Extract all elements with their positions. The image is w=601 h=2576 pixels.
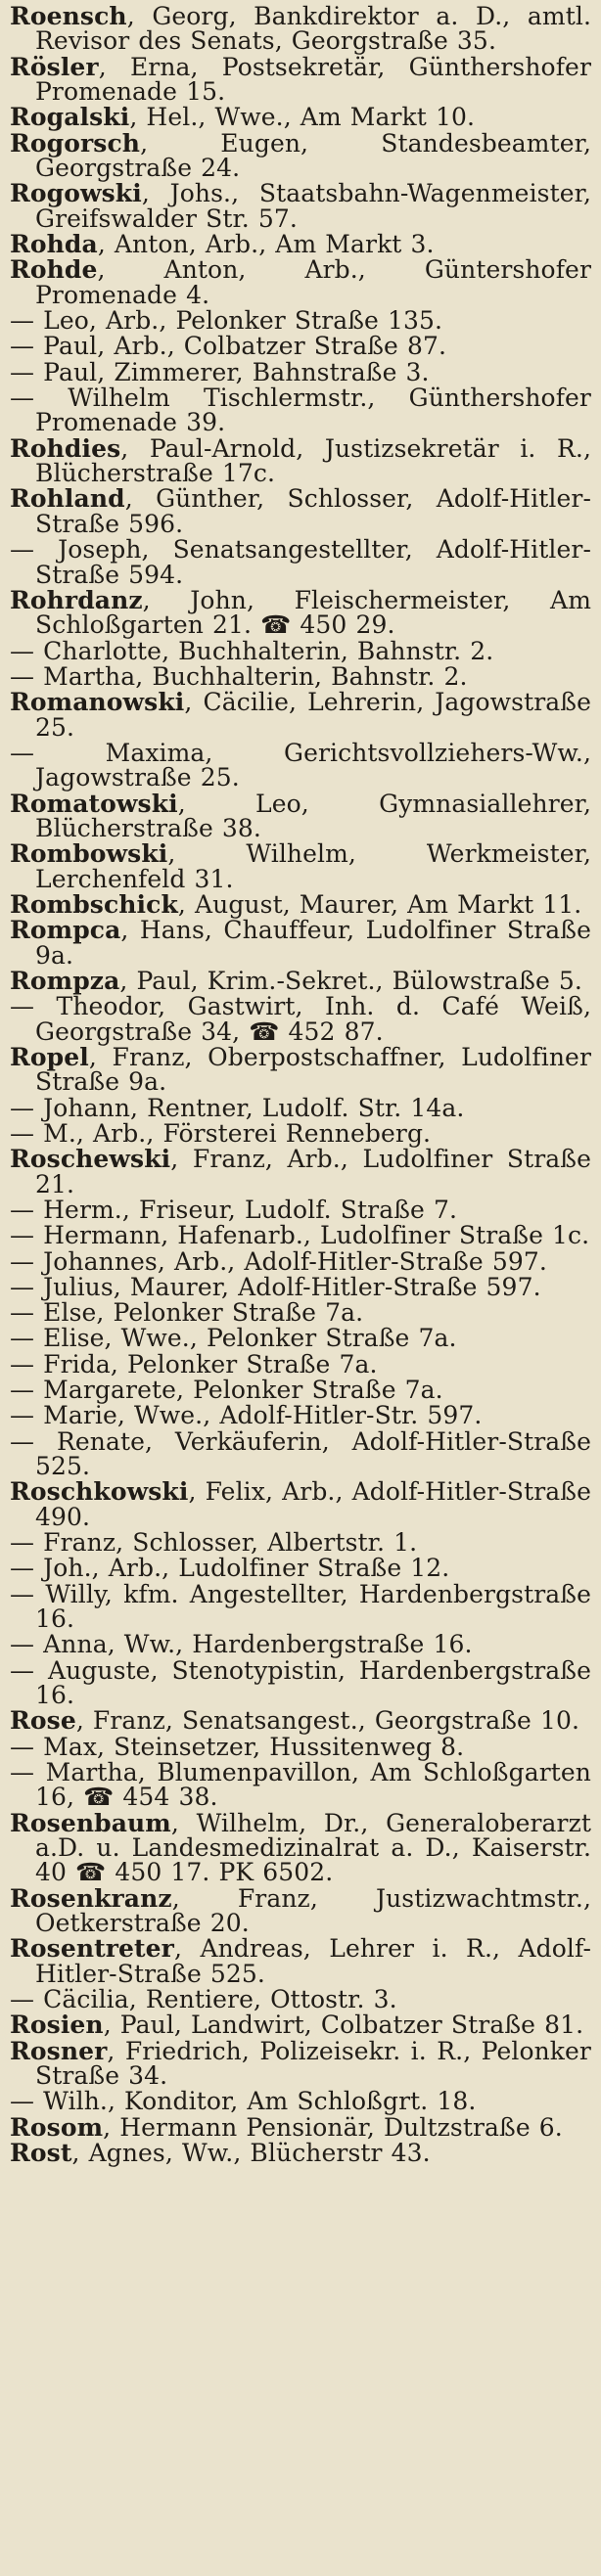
entry-details: Charlotte, Buchhalterin, Bahnstr. 2. xyxy=(43,636,494,665)
directory-entry xyxy=(10,1426,591,1480)
entry-surname: Rompza xyxy=(10,966,120,995)
entry-details: , Eugen, Standesbeamter, Georgstraße 24. xyxy=(35,128,591,183)
same-surname-dash: — xyxy=(10,1195,44,1224)
entry-details: , Wilhelm, Werkmeister, Lerchenfeld 31. xyxy=(35,839,591,893)
same-surname-dash: — xyxy=(10,636,44,665)
entry-details: , Erna, Postsekretär, Günthershofer Promenade 15. xyxy=(35,52,591,107)
directory-entry xyxy=(10,1936,591,1986)
directory-entry xyxy=(10,385,591,435)
entry-details: Anna, Ww., Hardenbergstraße 16. xyxy=(43,1630,473,1659)
entry-surname: Rompca xyxy=(10,916,121,945)
directory-entry xyxy=(10,690,591,740)
directory-entry xyxy=(10,1757,591,1812)
directory-entry xyxy=(10,1985,591,2014)
same-surname-dash: — xyxy=(10,1324,44,1353)
entry-details: Auguste, Stenotypistin, Hardenbergstraße 16. xyxy=(35,1655,592,1709)
entry-details: Johann, Rentner, Ludolf. Str. 14a. xyxy=(43,1093,465,1122)
entry-details: Johannes, Arb., Adolf-Hitler-Straße 597. xyxy=(43,1246,547,1276)
directory-entry xyxy=(10,1883,591,1938)
directory-entry xyxy=(10,486,591,536)
entry-details: Frida, Pelonker Straße 7a. xyxy=(43,1349,378,1378)
entry-details: , Franz, Oberpostschaffner, Ludolfiner Straße 9a. xyxy=(35,1042,591,1097)
entry-details: , Friedrich, Polizeisekr. i. R., Pelonker Straße 34. xyxy=(35,2036,591,2091)
entry-details: Cäcilia, Rentiere, Ottostr. 3. xyxy=(43,1985,397,2014)
entry-surname: Romatowski xyxy=(10,789,178,818)
directory-entry xyxy=(10,1195,591,1224)
directory-entry xyxy=(10,128,591,183)
entry-details: Joh., Arb., Ludolfiner Straße 12. xyxy=(43,1554,450,1583)
same-surname-dash: — xyxy=(10,992,57,1021)
directory-entry xyxy=(10,357,591,386)
entry-details: Paul, Zimmerer, Bahnstraße 3. xyxy=(43,357,430,386)
same-surname-dash: — xyxy=(10,738,106,767)
same-surname-dash: — xyxy=(10,1985,44,2014)
entry-details: , Georg, Bankdirektor a. D., amtl. Revisor des Senats, Georgstraße 35. xyxy=(35,2,591,56)
entry-details: , John, Fleischermeister, Am Schloßgarten 21. ☎ 450 29. xyxy=(35,585,591,640)
directory-entry xyxy=(10,2011,591,2040)
directory-entry xyxy=(10,1147,591,1197)
entry-details: Margarete, Pelonker Straße 7a. xyxy=(43,1376,443,1404)
same-surname-dash: — xyxy=(10,1246,44,1276)
same-surname-dash: — xyxy=(10,1655,48,1685)
directory-entry xyxy=(10,433,591,488)
directory-entry xyxy=(10,1221,591,1250)
same-surname-dash: — xyxy=(10,1093,44,1122)
entry-surname: Rogalski xyxy=(10,103,130,132)
directory-entry xyxy=(10,306,591,336)
entry-surname: Rosien xyxy=(10,2011,104,2040)
entry-details: , Franz, Senatsangest., Georgstraße 10. xyxy=(75,1706,580,1736)
same-surname-dash: — xyxy=(10,535,59,565)
same-surname-dash: — xyxy=(10,1272,44,1301)
entry-details: Renate, Verkäuferin, Adolf-Hitler-Straße 525. xyxy=(35,1426,591,1480)
directory-entry xyxy=(10,257,591,307)
entry-details: Maxima, Gerichtsvollziehers-Ww., Jagowstraße 25. xyxy=(35,738,591,792)
entry-details: Theodor, Gastwirt, Inh. d. Café Weiß, Georgstraße 34, ☎ 452 87. xyxy=(35,992,591,1046)
same-surname-dash: — xyxy=(10,1757,46,1786)
same-surname-dash: — xyxy=(10,357,44,386)
entry-surname: Rose xyxy=(10,1706,76,1736)
entry-surname: Rosenbaum xyxy=(10,1808,171,1837)
same-surname-dash: — xyxy=(10,1579,46,1608)
same-surname-dash: — xyxy=(10,1349,44,1378)
entry-details: , Paul-Arnold, Justizsekretär i. R., Blücherstraße 17c. xyxy=(35,433,591,488)
same-surname-dash: — xyxy=(10,1426,57,1456)
directory-entry xyxy=(10,1349,591,1378)
directory-entry xyxy=(10,2036,591,2091)
entry-details: , Cäcilie, Lehrerin, Jagowstraße 25. xyxy=(35,688,591,742)
entry-details: , Hel., Wwe., Am Markt 10. xyxy=(129,103,476,132)
entry-details: , Franz, Arb., Ludolfiner Straße 21. xyxy=(35,1145,591,1198)
entry-details: Wilhelm Tischlermstr., Günthershofer Promenade 39. xyxy=(35,384,591,437)
entry-details: Wilh., Konditor, Am Schloßgrt. 18. xyxy=(43,2087,477,2116)
entry-surname: Rohde xyxy=(10,255,98,285)
same-surname-dash: — xyxy=(10,1401,44,1430)
directory-entry xyxy=(10,1378,591,1402)
entry-surname: Rombowski xyxy=(10,839,168,869)
same-surname-dash: — xyxy=(10,1528,44,1557)
directory-entry xyxy=(10,2141,591,2165)
directory-entry xyxy=(10,661,591,691)
directory-entry xyxy=(10,994,591,1044)
directory-entry xyxy=(10,1401,591,1430)
entry-details: Martha, Blumenpavillon, Am Schloßgarten 16, ☎ 454 38. xyxy=(35,1757,591,1812)
same-surname-dash: — xyxy=(10,1732,44,1761)
entry-surname: Rohda xyxy=(10,230,98,259)
entry-details: Else, Pelonker Straße 7a. xyxy=(43,1298,364,1328)
directory-entry xyxy=(10,1093,591,1122)
entry-details: Max, Steinsetzer, Hussitenweg 8. xyxy=(43,1732,465,1761)
entry-details: , Hermann Pensionär, Dultzstraße 6. xyxy=(103,2112,563,2142)
entry-surname: Rosner xyxy=(10,2036,108,2065)
directory-entry xyxy=(10,1118,591,1148)
entry-details: , Günther, Schlosser, Adolf-Hitler-Straße 596. xyxy=(35,484,591,538)
entry-surname: Rogowski xyxy=(10,179,142,208)
directory-entry xyxy=(10,1246,591,1276)
directory-entry xyxy=(10,841,591,891)
directory-entry xyxy=(10,230,591,259)
directory-entry xyxy=(10,1630,591,1659)
entry-surname: Roensch xyxy=(10,2,127,30)
entry-details: Joseph, Senatsangestellter, Adolf-Hitler-Straße 594. xyxy=(35,535,592,589)
directory-entry xyxy=(10,1272,591,1301)
directory-entry xyxy=(10,1042,591,1097)
directory-entry xyxy=(10,2112,591,2142)
entry-surname: Rohrdanz xyxy=(10,585,143,614)
entry-details: , Andreas, Lehrer i. R., Adolf-Hitler-Straße 525. xyxy=(35,1934,591,1988)
entry-details: Marie, Wwe., Adolf-Hitler-Str. 597. xyxy=(43,1401,483,1430)
entry-surname: Roschkowski xyxy=(10,1477,189,1507)
directory-entry xyxy=(10,1530,591,1555)
directory-entry xyxy=(10,1579,591,1633)
directory-entry xyxy=(10,1706,591,1736)
entry-surname: Rohland xyxy=(10,484,125,514)
entry-surname: Ropel xyxy=(10,1042,89,1071)
entry-details: , Anton, Arb., Güntershofer Promenade 4. xyxy=(35,255,591,309)
same-surname-dash: — xyxy=(10,1554,44,1583)
entry-surname: Rogorsch xyxy=(10,128,141,158)
entry-surname: Rosom xyxy=(10,2112,104,2142)
entry-details: Willy, kfm. Angestellter, Hardenbergstraße 16. xyxy=(35,1579,591,1633)
directory-entry xyxy=(10,2087,591,2116)
same-surname-dash: — xyxy=(10,332,44,361)
entry-details: , Anton, Arb., Am Markt 3. xyxy=(97,230,435,259)
entry-details: , Felix, Arb., Adolf-Hitler-Straße 490. xyxy=(35,1477,591,1531)
entry-details: M., Arb., Försterei Renneberg. xyxy=(43,1118,432,1148)
entry-surname: Rosentreter xyxy=(10,1934,174,1964)
same-surname-dash: — xyxy=(10,661,44,691)
entry-surname: Rohdies xyxy=(10,433,121,463)
same-surname-dash: — xyxy=(10,384,69,412)
same-surname-dash: — xyxy=(10,2087,44,2116)
entry-details: Martha, Buchhalterin, Bahnstr. 2. xyxy=(43,661,468,691)
directory-entry xyxy=(10,1554,591,1583)
entry-details: , Leo, Gymnasiallehrer, Blücherstraße 38. xyxy=(35,789,591,842)
entry-details: , Agnes, Ww., Blücherstr 43. xyxy=(71,2139,431,2167)
same-surname-dash: — xyxy=(10,306,44,336)
directory-entry xyxy=(10,1298,591,1328)
directory-entry xyxy=(10,181,591,231)
directory-entry xyxy=(10,738,591,792)
entry-surname: Romanowski xyxy=(10,688,185,717)
entry-details: Hermann, Hafenarb., Ludolfiner Straße 1c. xyxy=(43,1221,590,1250)
entry-surname: Rosenkranz xyxy=(10,1883,172,1913)
entry-surname: Rombschick xyxy=(10,889,178,919)
same-surname-dash: — xyxy=(10,1221,44,1250)
entry-details: , Hans, Chauffeur, Ludolfiner Straße 9a. xyxy=(35,916,591,970)
directory-entry xyxy=(10,1479,591,1529)
entry-details: Leo, Arb., Pelonker Straße 135. xyxy=(43,306,443,336)
entry-surname: Rost xyxy=(10,2139,72,2167)
directory-entry xyxy=(10,103,591,132)
directory-entry xyxy=(10,966,591,995)
entry-details: , Wilhelm, Dr., Generaloberarzt a.D. u. Landesmedizinalrat a. D., Kaiserstr. 40 ☎ 450 17. PK 6502. xyxy=(35,1808,591,1887)
entry-surname: Rösler xyxy=(10,52,99,81)
same-surname-dash: — xyxy=(10,1118,44,1148)
entry-details: Paul, Arb., Colbatzer Straße 87. xyxy=(43,332,447,361)
entry-details: Elise, Wwe., Pelonker Straße 7a. xyxy=(43,1324,457,1353)
entry-details: Julius, Maurer, Adolf-Hitler-Straße 597. xyxy=(43,1272,541,1301)
entry-details: , Paul, Landwirt, Colbatzer Straße 81. xyxy=(103,2011,584,2040)
directory-entry xyxy=(10,52,591,107)
same-surname-dash: — xyxy=(10,1630,44,1659)
entry-surname: Roschewski xyxy=(10,1145,171,1174)
directory-entry xyxy=(10,791,591,841)
entry-details: , Johs., Staatsbahn-Wagenmeister, Greifswalder Str. 57. xyxy=(35,179,591,233)
directory-entry xyxy=(10,332,591,361)
directory-entry xyxy=(10,585,591,640)
directory-entry xyxy=(10,4,591,54)
directory-entry xyxy=(10,1324,591,1353)
directory-entry xyxy=(10,1808,591,1887)
directory-entry xyxy=(10,918,591,968)
entry-details: Franz, Schlosser, Albertstr. 1. xyxy=(43,1528,418,1557)
entry-details: , August, Maurer, Am Markt 11. xyxy=(177,889,582,919)
same-surname-dash: — xyxy=(10,1376,44,1404)
directory-entry xyxy=(10,636,591,665)
entry-details: Herm., Friseur, Ludolf. Straße 7. xyxy=(43,1195,457,1224)
directory-entry xyxy=(10,1655,592,1709)
directory-entry xyxy=(10,1732,591,1761)
entry-details: , Franz, Justizwachtmstr., Oetkerstraße 20. xyxy=(35,1883,591,1938)
directory-entry xyxy=(10,889,591,919)
directory-entry xyxy=(10,537,591,587)
entry-details: , Paul, Krim.-Sekret., Bülowstraße 5. xyxy=(119,966,582,995)
same-surname-dash: — xyxy=(10,1298,44,1328)
